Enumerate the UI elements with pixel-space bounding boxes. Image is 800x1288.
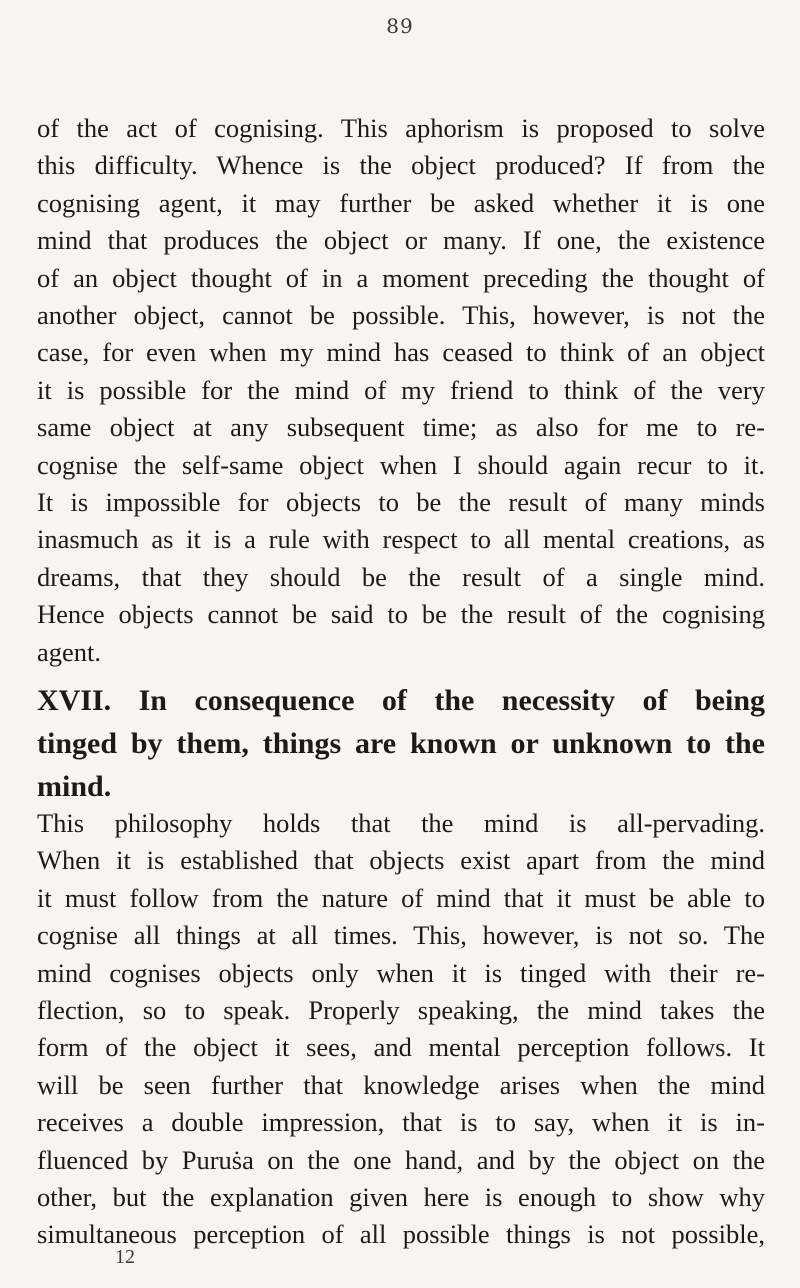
text-line: inasmuch as it is a rule with respect to all mental creations, as xyxy=(37,524,765,555)
text-line: fluenced by Puruṡa on the one hand, and by the object on the xyxy=(37,1144,765,1175)
heading-line: mind. xyxy=(37,770,112,803)
text-line: Hence objects cannot be said to be the result of the cognising xyxy=(37,599,765,630)
heading-line: tinged by them, things are known or unknown to the xyxy=(37,727,765,760)
text-line: mind cognises objects only when it is tinged with their re- xyxy=(37,957,765,988)
page-number: 89 xyxy=(386,14,414,38)
text-line: of the act of cognising. This aphorism is proposed to solve xyxy=(37,113,765,143)
text-line: cognising agent, it may further be asked whether it is one xyxy=(37,187,765,218)
text-line: flection, so to speak. Properly speaking, the mind takes the xyxy=(37,995,765,1025)
text-line: form of the object it sees, and mental perception follows. It xyxy=(37,1032,765,1063)
text-line: same object at any subsequent time; as also for me to re- xyxy=(37,412,765,443)
text-line: agent. xyxy=(37,636,102,667)
text-line: another object, cannot be possible. This, however, is not the xyxy=(37,300,765,330)
text-line: it must follow from the nature of mind that it must be able to xyxy=(37,882,765,913)
text-line: receives a double impression, that is to say, when it is in- xyxy=(37,1107,765,1138)
text-line: simultaneous perception of all possible things is not possible, xyxy=(37,1219,765,1250)
text-line: This philosophy holds that the mind is all-pervading. xyxy=(37,808,765,838)
text-line: it is possible for the mind of my friend to think of the very xyxy=(37,374,765,405)
text-line: cognise the self-same object when I should again recur to it. xyxy=(37,449,765,480)
text-line: other, but the explanation given here is enough to show why xyxy=(37,1182,765,1212)
text-line: of an object thought of in a moment preceding the thought of xyxy=(37,262,765,293)
text-line: dreams, that they should be the result of a single mind. xyxy=(37,561,765,592)
text-line: case, for even when my mind has ceased to think of an object xyxy=(37,337,765,368)
text-line: cognise all things at all times. This, however, is not so. The xyxy=(37,920,765,951)
text-line: mind that produces the object or many. If one, the existence xyxy=(37,225,765,256)
heading-line: XVII. In consequence of the necessity of being xyxy=(37,684,765,717)
text-line: When it is established that objects exist apart from the mind xyxy=(37,845,765,876)
text-line: this difficulty. Whence is the object produced? If from the xyxy=(37,150,765,181)
signature-mark: 12 xyxy=(115,1245,135,1268)
text-line: It is impossible for objects to be the result of many minds xyxy=(37,487,765,517)
text-line: will be seen further that knowledge arises when the mind xyxy=(37,1069,765,1100)
